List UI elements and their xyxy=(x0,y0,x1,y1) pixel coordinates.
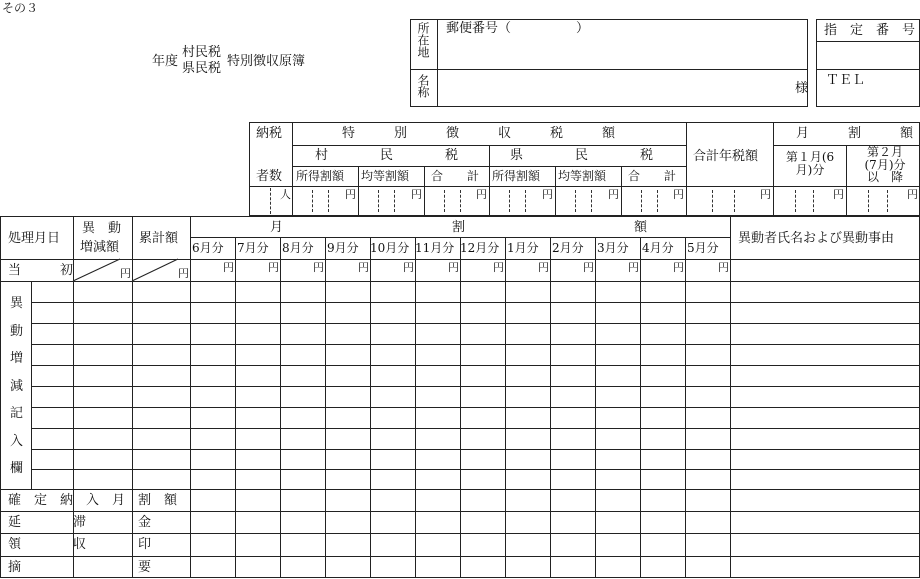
pref-total-label: 合 計 xyxy=(628,169,677,183)
month-yen-11: 円 xyxy=(718,261,729,274)
month-header-11: 5月分 xyxy=(687,241,719,255)
month-header-7: 1月分 xyxy=(507,241,539,255)
title-prefix: 年度 xyxy=(152,54,179,69)
tel-label: ＴＥＬ xyxy=(826,73,866,88)
reason-header: 異動者氏名および異動事由 xyxy=(738,231,895,246)
first-month-label xyxy=(780,151,842,177)
month-header-0: 6月分 xyxy=(192,241,224,255)
taxpayers-unit: 人 xyxy=(280,188,291,201)
side-char-1: 動 xyxy=(10,323,24,339)
summary-yen-6: 円 xyxy=(760,188,771,201)
processing-date-header: 処理月日 xyxy=(8,231,61,246)
footer-row-3: 摘 要 xyxy=(8,560,152,575)
cumulative-header: 累計額 xyxy=(139,231,179,246)
change-header-2: 増減額 xyxy=(80,240,120,255)
month-yen-7: 円 xyxy=(538,261,549,274)
month-yen-0: 円 xyxy=(223,261,234,274)
month-yen-2: 円 xyxy=(313,261,324,274)
month-header-3: 9月分 xyxy=(327,241,359,255)
month-header-4: 10月分 xyxy=(370,241,410,255)
postal-code-field[interactable]: 郵便番号（ ） xyxy=(446,21,590,36)
village-tax-label: 村 民 税 xyxy=(315,148,459,163)
location-label: 所在地 xyxy=(416,22,430,58)
summary-yen-1: 円 xyxy=(411,188,422,201)
first-month-text: 第１月(6月)分 xyxy=(785,150,835,178)
name-label: 名称 xyxy=(416,74,430,98)
second-month-text-2: (7月)分 xyxy=(864,157,906,172)
initial-yen-1: 円 xyxy=(178,267,189,280)
summary-yen-8: 円 xyxy=(907,188,918,201)
summary-yen-7: 円 xyxy=(833,188,844,201)
page-label: その３ xyxy=(2,1,39,15)
summary-yen-2: 円 xyxy=(476,188,487,201)
month-yen-1: 円 xyxy=(268,261,279,274)
title-tax-village: 村民税 xyxy=(182,45,222,60)
second-month-text-1: 第２月 xyxy=(866,145,903,159)
month-header-1: 7月分 xyxy=(237,241,269,255)
summary-yen-3: 円 xyxy=(542,188,553,201)
monthly-amount-label: 月 割 額 xyxy=(796,126,914,141)
village-total-label: 合 計 xyxy=(431,169,480,183)
taxpayers-label-1: 納税 xyxy=(256,126,283,141)
title-tax-prefecture: 県民税 xyxy=(182,61,222,76)
footer-row-1: 延 滞 金 xyxy=(8,515,152,530)
taxpayers-label-2: 者数 xyxy=(256,169,283,184)
footer-row-0: 確 定 納 入 月 割 額 xyxy=(8,493,178,508)
month-yen-5: 円 xyxy=(448,261,459,274)
change-header-1: 異 動 xyxy=(82,221,122,236)
summary-yen-5: 円 xyxy=(673,188,684,201)
side-char-3: 減 xyxy=(10,378,24,394)
side-char-2: 増 xyxy=(10,351,24,366)
annual-total-label: 合計年税額 xyxy=(693,149,759,164)
month-yen-8: 円 xyxy=(583,261,594,274)
month-header-2: 8月分 xyxy=(282,241,314,255)
footer-row-2: 領 収 印 xyxy=(8,537,152,552)
pref-income-label: 所得割額 xyxy=(492,169,541,183)
pref-tax-label: 県 民 税 xyxy=(510,148,654,163)
month-yen-10: 円 xyxy=(673,261,684,274)
side-char-0: 異 xyxy=(10,296,24,311)
designation-label: 指 定 番 号 xyxy=(824,23,916,38)
month-header-5: 11月分 xyxy=(415,241,455,255)
month-yen-6: 円 xyxy=(493,261,504,274)
initial-row-label: 当 初 xyxy=(8,263,74,278)
second-month-label xyxy=(852,146,918,184)
month-header-10: 4月分 xyxy=(642,241,674,255)
village-equal-label: 均等割額 xyxy=(361,169,410,183)
monthly-header: 月 割 額 xyxy=(270,220,648,235)
sama-label: 様 xyxy=(795,81,809,96)
special-tax-label: 特 別 徴 収 税 額 xyxy=(342,126,616,141)
side-char-6: 欄 xyxy=(10,461,24,476)
summary-yen-0: 円 xyxy=(345,188,356,201)
month-yen-3: 円 xyxy=(358,261,369,274)
month-yen-9: 円 xyxy=(628,261,639,274)
side-char-5: 入 xyxy=(10,433,24,449)
summary-yen-4: 円 xyxy=(608,188,619,201)
village-income-label: 所得割額 xyxy=(296,169,345,183)
side-char-4: 記 xyxy=(10,406,24,421)
initial-yen-0: 円 xyxy=(120,267,131,280)
pref-equal-label: 均等割額 xyxy=(558,169,607,183)
second-month-text-3: 以 降 xyxy=(866,170,903,185)
month-header-6: 12月分 xyxy=(460,241,500,255)
title-suffix: 特別徴収原簿 xyxy=(227,54,306,69)
month-yen-4: 円 xyxy=(403,261,414,274)
month-header-9: 3月分 xyxy=(597,241,629,255)
month-header-8: 2月分 xyxy=(552,241,584,255)
